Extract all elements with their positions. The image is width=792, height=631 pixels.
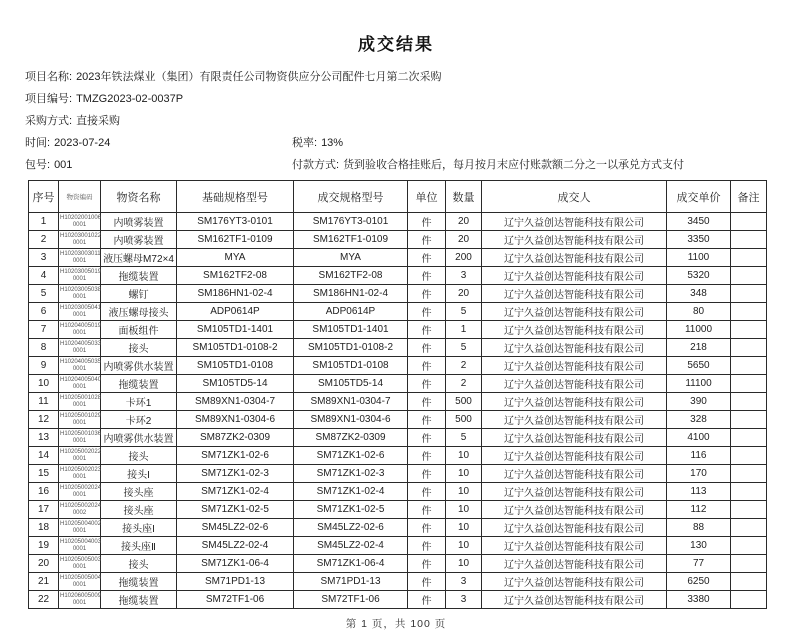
cell-material-code: H10203005019 0001 bbox=[59, 267, 101, 285]
page-number: 第 1 页，共 100 页 bbox=[345, 618, 447, 630]
cell-serial: 19 bbox=[29, 537, 59, 555]
cell-deal-spec: SM71PD1-13 bbox=[294, 573, 408, 591]
cell-unit: 件 bbox=[408, 429, 446, 447]
cell-winner: 辽宁久益创达智能科技有限公司 bbox=[482, 285, 667, 303]
column-header-6: 单位 bbox=[408, 181, 446, 213]
cell-material-code: H10204005040 0001 bbox=[59, 375, 101, 393]
payment-group bbox=[292, 154, 684, 176]
table-row bbox=[29, 429, 767, 447]
cell-base-spec: SM89XN1-0304-7 bbox=[177, 393, 294, 411]
cell-winner: 辽宁久益创达智能科技有限公司 bbox=[482, 393, 667, 411]
payment-label: 付款方式: bbox=[292, 159, 340, 171]
cell-unit-price: 6250 bbox=[667, 573, 731, 591]
cell-base-spec: SM186HN1-02-4 bbox=[177, 285, 294, 303]
cell-serial: 8 bbox=[29, 339, 59, 357]
cell-deal-spec: SM89XN1-0304-6 bbox=[294, 411, 408, 429]
cell-unit-price: 113 bbox=[667, 483, 731, 501]
cell-deal-spec: SM71ZK1-02-6 bbox=[294, 447, 408, 465]
payment-value: 货到验收合格挂账后，每月按月末应付账款额二分之一以承兑方式支付 bbox=[343, 159, 685, 171]
cell-remark bbox=[731, 303, 767, 321]
cell-winner: 辽宁久益创达智能科技有限公司 bbox=[482, 213, 667, 231]
table-row bbox=[29, 303, 767, 321]
cell-unit: 件 bbox=[408, 501, 446, 519]
cell-serial: 4 bbox=[29, 267, 59, 285]
cell-material-name: 接头 bbox=[101, 447, 177, 465]
cell-remark bbox=[731, 573, 767, 591]
cell-serial: 2 bbox=[29, 231, 59, 249]
cell-serial: 16 bbox=[29, 483, 59, 501]
column-header-10: 备注 bbox=[731, 181, 767, 213]
cell-unit: 件 bbox=[408, 555, 446, 573]
cell-quantity: 500 bbox=[446, 393, 482, 411]
cell-quantity: 2 bbox=[446, 357, 482, 375]
cell-base-spec: MYA bbox=[177, 249, 294, 267]
cell-quantity: 200 bbox=[446, 249, 482, 267]
cell-material-code: H10203003011 0001 bbox=[59, 249, 101, 267]
cell-material-code: H10206005009 0001 bbox=[59, 591, 101, 609]
cell-winner: 辽宁久益创达智能科技有限公司 bbox=[482, 519, 667, 537]
cell-remark bbox=[731, 213, 767, 231]
cell-material-name: 内喷雾供水装置 bbox=[101, 357, 177, 375]
cell-unit: 件 bbox=[408, 483, 446, 501]
table-row bbox=[29, 357, 767, 375]
column-header-4: 基础规格型号 bbox=[177, 181, 294, 213]
results-table bbox=[28, 180, 767, 609]
cell-base-spec: SM71ZK1-02-4 bbox=[177, 483, 294, 501]
cell-unit: 件 bbox=[408, 231, 446, 249]
cell-winner: 辽宁久益创达智能科技有限公司 bbox=[482, 573, 667, 591]
cell-deal-spec: SM105TD5-14 bbox=[294, 375, 408, 393]
cell-winner: 辽宁久益创达智能科技有限公司 bbox=[482, 321, 667, 339]
cell-material-code: H10203005038 0001 bbox=[59, 285, 101, 303]
cell-material-name: 接头I bbox=[101, 465, 177, 483]
cell-quantity: 1 bbox=[446, 321, 482, 339]
cell-unit: 件 bbox=[408, 321, 446, 339]
cell-winner: 辽宁久益创达智能科技有限公司 bbox=[482, 375, 667, 393]
cell-winner: 辽宁久益创达智能科技有限公司 bbox=[482, 555, 667, 573]
cell-deal-spec: SM186HN1-02-4 bbox=[294, 285, 408, 303]
cell-material-code: H10202001006 0001 bbox=[59, 213, 101, 231]
cell-deal-spec: SM87ZK2-0309 bbox=[294, 429, 408, 447]
table-row bbox=[29, 321, 767, 339]
cell-deal-spec: SM71ZK1-02-5 bbox=[294, 501, 408, 519]
cell-deal-spec: SM72TF1-06 bbox=[294, 591, 408, 609]
cell-unit-price: 5650 bbox=[667, 357, 731, 375]
cell-material-name: 卡环1 bbox=[101, 393, 177, 411]
table-row bbox=[29, 573, 767, 591]
cell-remark bbox=[731, 231, 767, 249]
table-row bbox=[29, 393, 767, 411]
cell-unit-price: 88 bbox=[667, 519, 731, 537]
table-body bbox=[29, 213, 767, 609]
cell-material-code: H10205002024 0001 bbox=[59, 483, 101, 501]
cell-quantity: 10 bbox=[446, 519, 482, 537]
cell-base-spec: ADP0614P bbox=[177, 303, 294, 321]
cell-remark bbox=[731, 357, 767, 375]
cell-base-spec: SM176YT3-0101 bbox=[177, 213, 294, 231]
cell-quantity: 5 bbox=[446, 303, 482, 321]
cell-remark bbox=[731, 537, 767, 555]
cell-unit-price: 4100 bbox=[667, 429, 731, 447]
cell-remark bbox=[731, 501, 767, 519]
cell-material-name: 接头座I bbox=[101, 519, 177, 537]
cell-unit-price: 112 bbox=[667, 501, 731, 519]
tax-rate-label: 税率: bbox=[292, 137, 318, 149]
cell-winner: 辽宁久益创达智能科技有限公司 bbox=[482, 411, 667, 429]
cell-base-spec: SM105TD1-0108-2 bbox=[177, 339, 294, 357]
cell-serial: 13 bbox=[29, 429, 59, 447]
table-header-row bbox=[29, 181, 767, 213]
cell-base-spec: SM71ZK1-02-5 bbox=[177, 501, 294, 519]
cell-deal-spec: SM45LZ2-02-4 bbox=[294, 537, 408, 555]
table-row bbox=[29, 375, 767, 393]
cell-material-code: H10205004002 0001 bbox=[59, 519, 101, 537]
cell-deal-spec: SM162TF2-08 bbox=[294, 267, 408, 285]
cell-base-spec: SM87ZK2-0309 bbox=[177, 429, 294, 447]
cell-unit-price: 80 bbox=[667, 303, 731, 321]
cell-material-code: H10205002023 0001 bbox=[59, 465, 101, 483]
cell-remark bbox=[731, 339, 767, 357]
cell-remark bbox=[731, 591, 767, 609]
cell-deal-spec: SM71ZK1-06-4 bbox=[294, 555, 408, 573]
project-no-line bbox=[25, 88, 767, 110]
package-no-value: 001 bbox=[54, 159, 73, 171]
cell-remark bbox=[731, 483, 767, 501]
cell-base-spec: SM71PD1-13 bbox=[177, 573, 294, 591]
cell-quantity: 500 bbox=[446, 411, 482, 429]
cell-unit-price: 116 bbox=[667, 447, 731, 465]
table-row bbox=[29, 411, 767, 429]
table-row bbox=[29, 537, 767, 555]
cell-base-spec: SM72TF1-06 bbox=[177, 591, 294, 609]
cell-winner: 辽宁久益创达智能科技有限公司 bbox=[482, 339, 667, 357]
table-row bbox=[29, 591, 767, 609]
purchase-method-value: 直接采购 bbox=[76, 115, 121, 127]
cell-unit: 件 bbox=[408, 465, 446, 483]
cell-unit: 件 bbox=[408, 375, 446, 393]
cell-material-code: H10205001029 0001 bbox=[59, 411, 101, 429]
cell-winner: 辽宁久益创达智能科技有限公司 bbox=[482, 447, 667, 465]
cell-unit-price: 170 bbox=[667, 465, 731, 483]
cell-serial: 21 bbox=[29, 573, 59, 591]
cell-serial: 11 bbox=[29, 393, 59, 411]
cell-remark bbox=[731, 429, 767, 447]
cell-deal-spec: SM71ZK1-02-4 bbox=[294, 483, 408, 501]
cell-remark bbox=[731, 267, 767, 285]
cell-deal-spec: ADP0614P bbox=[294, 303, 408, 321]
cell-material-name: 内喷雾装置 bbox=[101, 213, 177, 231]
cell-winner: 辽宁久益创达智能科技有限公司 bbox=[482, 501, 667, 519]
cell-unit: 件 bbox=[408, 573, 446, 591]
cell-base-spec: SM71ZK1-02-6 bbox=[177, 447, 294, 465]
table-row bbox=[29, 501, 767, 519]
project-name-line bbox=[25, 66, 767, 88]
cell-unit-price: 3450 bbox=[667, 213, 731, 231]
table-row bbox=[29, 249, 767, 267]
cell-unit-price: 130 bbox=[667, 537, 731, 555]
cell-deal-spec: SM105TD1-1401 bbox=[294, 321, 408, 339]
cell-material-name: 液压螺母接头 bbox=[101, 303, 177, 321]
cell-remark bbox=[731, 375, 767, 393]
table-row bbox=[29, 339, 767, 357]
cell-material-name: 拖缆装置 bbox=[101, 573, 177, 591]
cell-remark bbox=[731, 321, 767, 339]
cell-material-code: H10205001036 0001 bbox=[59, 429, 101, 447]
page-title: 成交结果 bbox=[358, 35, 434, 54]
cell-remark bbox=[731, 285, 767, 303]
cell-material-name: 接头座Ⅱ bbox=[101, 537, 177, 555]
cell-quantity: 20 bbox=[446, 213, 482, 231]
cell-deal-spec: SM176YT3-0101 bbox=[294, 213, 408, 231]
cell-quantity: 10 bbox=[446, 555, 482, 573]
cell-unit: 件 bbox=[408, 411, 446, 429]
cell-deal-spec: SM105TD1-0108-2 bbox=[294, 339, 408, 357]
cell-unit: 件 bbox=[408, 285, 446, 303]
cell-serial: 1 bbox=[29, 213, 59, 231]
cell-quantity: 5 bbox=[446, 429, 482, 447]
cell-base-spec: SM105TD5-14 bbox=[177, 375, 294, 393]
column-header-7: 数量 bbox=[446, 181, 482, 213]
column-header-1: 序号 bbox=[29, 181, 59, 213]
table-row bbox=[29, 555, 767, 573]
cell-deal-spec: SM162TF1-0109 bbox=[294, 231, 408, 249]
cell-unit: 件 bbox=[408, 591, 446, 609]
cell-material-code: H10205001028 0001 bbox=[59, 393, 101, 411]
cell-base-spec: SM105TD1-0108 bbox=[177, 357, 294, 375]
project-no-label: 项目编号: bbox=[25, 93, 73, 105]
table-row bbox=[29, 231, 767, 249]
cell-quantity: 2 bbox=[446, 375, 482, 393]
cell-deal-spec: SM71ZK1-02-3 bbox=[294, 465, 408, 483]
project-name-value: 2023年铁法煤业（集团）有限责任公司物资供应分公司配件七月第二次采购 bbox=[76, 71, 442, 83]
cell-deal-spec: MYA bbox=[294, 249, 408, 267]
cell-remark bbox=[731, 393, 767, 411]
tax-rate-group bbox=[292, 132, 343, 154]
cell-base-spec: SM71ZK1-06-4 bbox=[177, 555, 294, 573]
cell-winner: 辽宁久益创达智能科技有限公司 bbox=[482, 249, 667, 267]
cell-winner: 辽宁久益创达智能科技有限公司 bbox=[482, 267, 667, 285]
cell-material-name: 接头 bbox=[101, 555, 177, 573]
cell-material-name: 卡环2 bbox=[101, 411, 177, 429]
cell-quantity: 5 bbox=[446, 339, 482, 357]
cell-serial: 10 bbox=[29, 375, 59, 393]
cell-unit: 件 bbox=[408, 249, 446, 267]
cell-quantity: 20 bbox=[446, 231, 482, 249]
cell-base-spec: SM89XN1-0304-6 bbox=[177, 411, 294, 429]
table-row bbox=[29, 519, 767, 537]
time-tax-line bbox=[25, 132, 767, 154]
cell-material-code: H10205004003 0001 bbox=[59, 537, 101, 555]
cell-serial: 18 bbox=[29, 519, 59, 537]
column-header-3: 物资名称 bbox=[101, 181, 177, 213]
purchase-method-label: 采购方式: bbox=[25, 115, 73, 127]
cell-unit: 件 bbox=[408, 267, 446, 285]
cell-unit-price: 218 bbox=[667, 339, 731, 357]
cell-quantity: 10 bbox=[446, 501, 482, 519]
cell-quantity: 10 bbox=[446, 447, 482, 465]
cell-serial: 15 bbox=[29, 465, 59, 483]
cell-serial: 7 bbox=[29, 321, 59, 339]
package-payment-line bbox=[25, 154, 767, 176]
cell-material-code: H10204005035 0001 bbox=[59, 357, 101, 375]
cell-deal-spec: SM45LZ2-02-6 bbox=[294, 519, 408, 537]
tax-rate-value: 13% bbox=[321, 137, 344, 149]
cell-unit-price: 1100 bbox=[667, 249, 731, 267]
cell-material-code: H10205002024 0002 bbox=[59, 501, 101, 519]
cell-quantity: 3 bbox=[446, 267, 482, 285]
cell-winner: 辽宁久益创达智能科技有限公司 bbox=[482, 591, 667, 609]
column-header-5: 成交规格型号 bbox=[294, 181, 408, 213]
purchase-method-line bbox=[25, 110, 767, 132]
cell-material-name: 内喷雾供水装置 bbox=[101, 429, 177, 447]
cell-material-name: 螺钉 bbox=[101, 285, 177, 303]
cell-remark bbox=[731, 465, 767, 483]
column-header-9: 成交单价 bbox=[667, 181, 731, 213]
table-row bbox=[29, 447, 767, 465]
cell-unit-price: 11000 bbox=[667, 321, 731, 339]
document-meta bbox=[25, 66, 767, 176]
cell-serial: 22 bbox=[29, 591, 59, 609]
cell-material-name: 内喷雾装置 bbox=[101, 231, 177, 249]
cell-quantity: 10 bbox=[446, 483, 482, 501]
cell-material-name: 面板组件 bbox=[101, 321, 177, 339]
cell-serial: 6 bbox=[29, 303, 59, 321]
cell-material-code: H10203001022 0001 bbox=[59, 231, 101, 249]
cell-quantity: 10 bbox=[446, 537, 482, 555]
cell-winner: 辽宁久益创达智能科技有限公司 bbox=[482, 483, 667, 501]
cell-serial: 20 bbox=[29, 555, 59, 573]
cell-base-spec: SM45LZ2-02-4 bbox=[177, 537, 294, 555]
table-row bbox=[29, 465, 767, 483]
cell-unit-price: 77 bbox=[667, 555, 731, 573]
cell-remark bbox=[731, 447, 767, 465]
cell-unit-price: 328 bbox=[667, 411, 731, 429]
cell-winner: 辽宁久益创达智能科技有限公司 bbox=[482, 429, 667, 447]
cell-serial: 17 bbox=[29, 501, 59, 519]
cell-serial: 3 bbox=[29, 249, 59, 267]
cell-unit-price: 5320 bbox=[667, 267, 731, 285]
cell-material-code: H10204005019 0001 bbox=[59, 321, 101, 339]
cell-unit: 件 bbox=[408, 393, 446, 411]
column-header-2: 物资编码 bbox=[59, 181, 101, 213]
cell-unit: 件 bbox=[408, 213, 446, 231]
cell-quantity: 3 bbox=[446, 573, 482, 591]
cell-remark bbox=[731, 519, 767, 537]
cell-material-name: 接头座 bbox=[101, 483, 177, 501]
table-row bbox=[29, 483, 767, 501]
table-row bbox=[29, 213, 767, 231]
cell-winner: 辽宁久益创达智能科技有限公司 bbox=[482, 537, 667, 555]
cell-deal-spec: SM105TD1-0108 bbox=[294, 357, 408, 375]
cell-base-spec: SM71ZK1-02-3 bbox=[177, 465, 294, 483]
cell-material-code: H10205002022 0001 bbox=[59, 447, 101, 465]
cell-winner: 辽宁久益创达智能科技有限公司 bbox=[482, 357, 667, 375]
cell-material-name: 拖缆装置 bbox=[101, 267, 177, 285]
cell-material-name: 拖缆装置 bbox=[101, 591, 177, 609]
cell-winner: 辽宁久益创达智能科技有限公司 bbox=[482, 465, 667, 483]
cell-quantity: 3 bbox=[446, 591, 482, 609]
package-no-label: 包号: bbox=[25, 159, 51, 171]
cell-unit: 件 bbox=[408, 339, 446, 357]
cell-deal-spec: SM89XN1-0304-7 bbox=[294, 393, 408, 411]
cell-material-code: H10205005003 0001 bbox=[59, 555, 101, 573]
cell-quantity: 20 bbox=[446, 285, 482, 303]
time-value: 2023-07-24 bbox=[54, 137, 111, 149]
cell-quantity: 10 bbox=[446, 465, 482, 483]
cell-base-spec: SM45LZ2-02-6 bbox=[177, 519, 294, 537]
cell-unit-price: 11100 bbox=[667, 375, 731, 393]
cell-unit: 件 bbox=[408, 519, 446, 537]
cell-unit-price: 3350 bbox=[667, 231, 731, 249]
table-row bbox=[29, 285, 767, 303]
column-header-8: 成交人 bbox=[482, 181, 667, 213]
cell-base-spec: SM162TF1-0109 bbox=[177, 231, 294, 249]
cell-serial: 14 bbox=[29, 447, 59, 465]
cell-base-spec: SM105TD1-1401 bbox=[177, 321, 294, 339]
time-label: 时间: bbox=[25, 137, 51, 149]
cell-remark bbox=[731, 555, 767, 573]
cell-material-name: 拖缆装置 bbox=[101, 375, 177, 393]
cell-unit-price: 390 bbox=[667, 393, 731, 411]
cell-material-name: 接头 bbox=[101, 339, 177, 357]
table-row bbox=[29, 267, 767, 285]
cell-material-code: H10205005004 0001 bbox=[59, 573, 101, 591]
cell-winner: 辽宁久益创达智能科技有限公司 bbox=[482, 231, 667, 249]
cell-base-spec: SM162TF2-08 bbox=[177, 267, 294, 285]
cell-unit: 件 bbox=[408, 357, 446, 375]
cell-remark bbox=[731, 249, 767, 267]
cell-unit: 件 bbox=[408, 447, 446, 465]
cell-unit-price: 3380 bbox=[667, 591, 731, 609]
project-name-label: 项目名称: bbox=[25, 71, 73, 83]
cell-unit-price: 348 bbox=[667, 285, 731, 303]
cell-material-code: H10204005033 0001 bbox=[59, 339, 101, 357]
cell-serial: 5 bbox=[29, 285, 59, 303]
cell-unit: 件 bbox=[408, 303, 446, 321]
project-no-value: TMZG2023-02-0037P bbox=[76, 93, 184, 105]
cell-material-code: H10203005041 0001 bbox=[59, 303, 101, 321]
cell-remark bbox=[731, 411, 767, 429]
cell-unit: 件 bbox=[408, 537, 446, 555]
cell-serial: 9 bbox=[29, 357, 59, 375]
cell-serial: 12 bbox=[29, 411, 59, 429]
cell-material-name: 接头座 bbox=[101, 501, 177, 519]
cell-material-name: 液压螺母M72×4 bbox=[101, 249, 177, 267]
cell-winner: 辽宁久益创达智能科技有限公司 bbox=[482, 303, 667, 321]
